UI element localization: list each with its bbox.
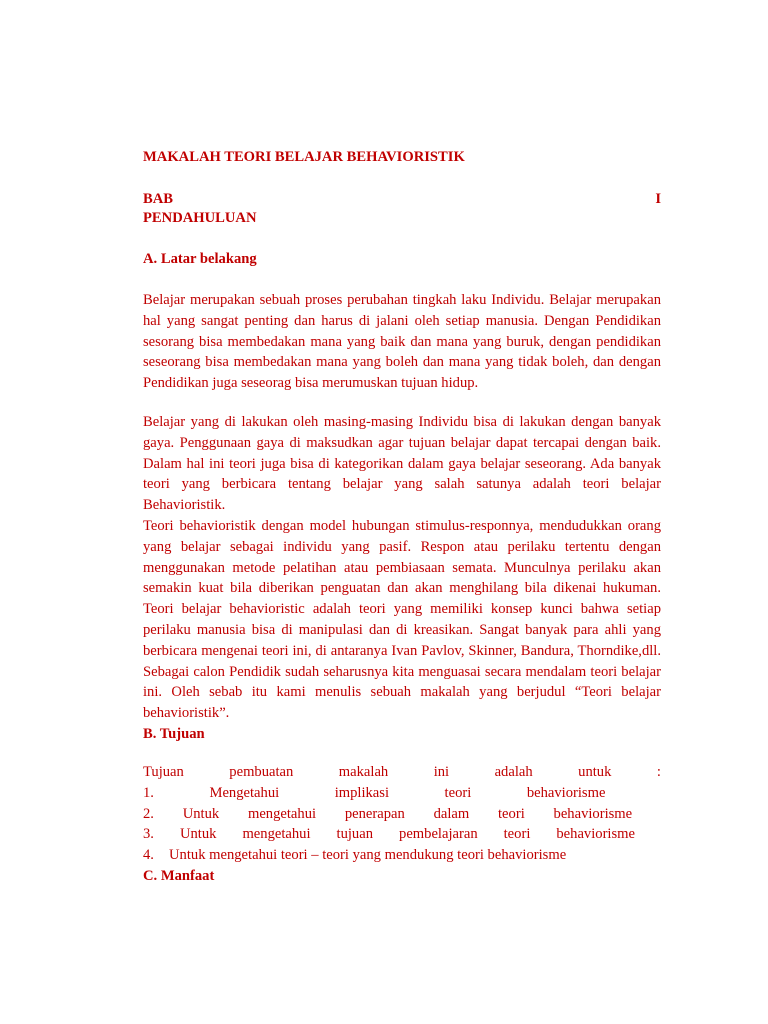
chapter-heading: PENDAHULUAN xyxy=(143,210,257,226)
list-item: 1. Mengetahui implikasi teori behaviorisme xyxy=(143,784,606,801)
list-item: 3. Untuk mengetahui tujuan pembelajaran teori behaviorisme xyxy=(143,826,635,843)
tujuan-list xyxy=(143,762,661,887)
paragraph-group xyxy=(143,412,661,745)
document-title: MAKALAH TEORI BELAJAR BEHAVIORISTIK xyxy=(143,149,465,165)
tujuan-intro: Tujuan pembuatan makalah ini adalah untuk : xyxy=(143,764,661,780)
chapter-numeral: I xyxy=(655,191,661,207)
paragraph-1: Belajar merupakan sebuah proses perubahan tingkah laku Individu. Belajar merupakan hal yang sangat penting dan harus di jalani oleh setiap manusia. Dengan Pendidikan sesorang bisa membedakan mana yang baik dan mana yang buruk, dengan pendidikan seseorang bisa membedakan mana yang boleh dan mana yang tidak boleh, dan dengan Pendidikan juga seseorag bisa merumuskan tujuan hidup. xyxy=(143,292,661,392)
section-c-heading: C. Manfaat xyxy=(143,867,215,884)
section-a-heading: A. Latar belakang xyxy=(143,251,257,267)
paragraph-2: Belajar yang di lakukan oleh masing-masing Individu bisa di lakukan dengan banyak gaya. Penggunaan gaya di maksudkan agar tujuan belajar dapat tercapai dengan baik. Dalam hal ini teori juga bisa di kategorikan dalam gaya belajar seseorang. Ada banyak teori yang berbicara tentang belajar yang salah satunya adalah teori belajar Behavioristik. xyxy=(143,414,661,514)
paragraph-3: Teori behavioristik dengan model hubungan stimulus-responnya, mendudukkan orang yang belajar sebagai individu yang pasif. Respon atau perilaku tertentu dengan menggunakan metode pelatihan atau pembiasaan semata. Munculnya perilaku akan semakin kuat bila diberikan penguatan dan akan menghilang bila dikenai hukuman. Teori belajar behavioristic adalah teori yang memiliki konsep kunci bahwa setiap perilaku manusia bisa di manipulasi dan di kreasikan. Sangat banyak para ahli yang berbicara mengenai teori ini, di antaranya Ivan Pavlov, Skinner, Bandura, Thorndike,dll. Sebagai calon Pendidik sudah seharusnya kita menguasai secara mendalam teori belajar ini. Oleh sebab itu kami menulis sebuah makalah yang berjudul “Teori belajar behavioristik”. xyxy=(143,517,661,722)
section-b-heading: B. Tujuan xyxy=(143,725,205,742)
list-item: 4. Untuk mengetahui teori – teori yang mendukung teori behaviorisme xyxy=(143,847,567,864)
chapter-word: BAB xyxy=(143,191,174,207)
chapter-line xyxy=(143,189,661,210)
list-item: 2. Untuk mengetahui penerapan dalam teori behaviorisme xyxy=(143,805,633,822)
